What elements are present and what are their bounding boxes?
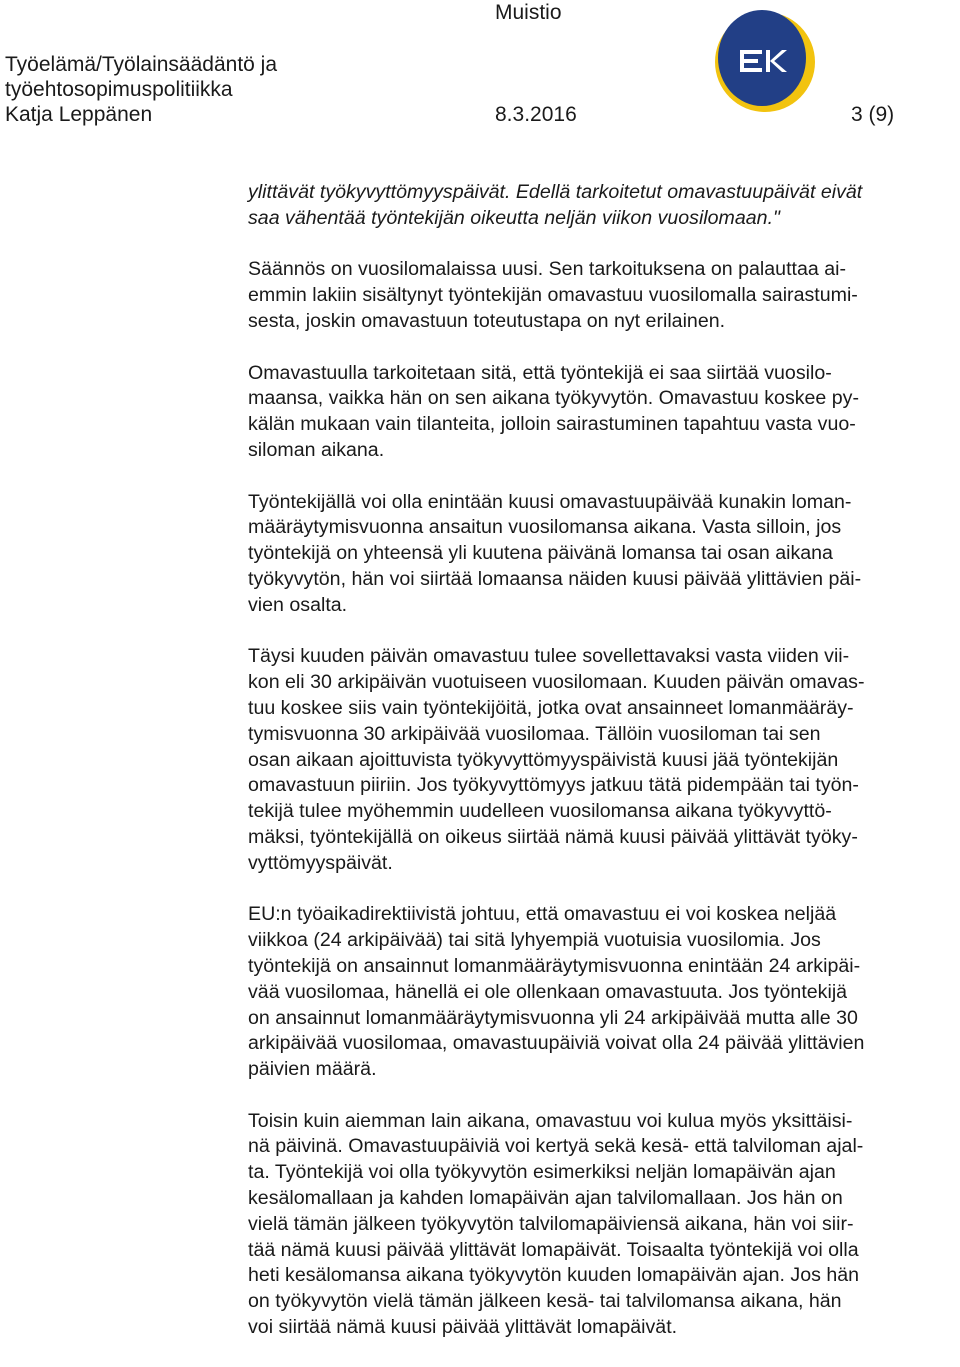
document-date: 8.3.2016 — [495, 103, 577, 126]
department-line-2: työehtosopimuspolitiikka — [5, 78, 233, 101]
paragraph: Työntekijällä voi olla enintään kuusi omavastuupäivää kunakin loman- määräytymisvuonna ansaitun vuosilomansa aikana. Vasta silloin, jos työntekijä on yhteensä yli kuutena päivänä lomansa tai osan aikana työkyvytön, hän voi siirtää lomaansa näiden kuusi päivää ylittävien päi- vien osalta. — [248, 490, 862, 616]
paragraph: Säännös on vuosilomalaissa uusi. Sen tarkoituksena on palauttaa ai- emmin lakiin sisältynyt työntekijän omavastuu vuosilomalla sairastumi- sesta, joskin omavastuun toteutustapa on nyt erilainen. — [248, 258, 858, 332]
document-body — [248, 180, 958, 1367]
department-line-1: Työelämä/Työlainsäädäntö ja — [5, 53, 278, 76]
paragraph: Toisin kuin aiemman lain aikana, omavastuu voi kulua myös yksittäisi- nä päivinä. Omavastuupäiviä voi kertyä sekä kesä- että talviloman ajal- ta. Työntekijä voi olla työkyvytön esimerkiksi neljän lomapäivän ajan kesälomallaan ja kahden lomapäivän ajan talvilomallaan. Jos hän on vielä tämän jälkeen työkyvytön talvilomapäiviensä aikana, hän voi siir- tää nämä kuusi päivää ylittävät lomapäivät. Toisaalta työntekijä voi olla heti kesälomansa aikana työkyvytön kuuden lomapäivän ajan. Jos hän on työkyvytön vielä tämän jälkeen kesä- tai talvilomansa aikana, hän voi siirtää nämä kuusi päivää ylittävät lomapäivät. — [248, 1109, 864, 1339]
document-header — [0, 0, 960, 140]
document-type: Muistio — [495, 1, 562, 24]
logo-blue-disc — [718, 10, 806, 106]
paragraph: Omavastuulla tarkoitetaan sitä, että työntekijä ei saa siirtää vuosilo- maansa, vaikka hän on sen aikana työkyvytön. Omavastuu koskee py- kälän mukaan vain tilanteita, jolloin sairastuminen tapahtuu vasta vuo- siloman aikana. — [248, 361, 859, 461]
paragraph: EU:n työaikadirektiivistä johtuu, että omavastuu ei voi koskea neljää viikkoa (24 arkipäivää) tai sitä lyhyempiä vuotuisia vuosilomia. Jos työntekijä on ansainnut lomanmääräytymisvuonna enintään 24 arkipäi- vää vuosilomaa, hänellä ei ole ollenkaan omavastuuta. Jos työntekijä on ansainnut lomanmääräytymisvuonna yli 24 arkipäivää mutta alle 30 arkipäivää vuosilomaa, omavastuupäiviä voivat olla 24 päivää ylittävien päivien määrä. — [248, 903, 865, 1081]
author: Katja Leppänen — [5, 103, 153, 126]
ek-logo — [700, 0, 830, 118]
paragraph: Täysi kuuden päivän omavastuu tulee sovellettavaksi vasta viiden vii- kon eli 30 arkipäivän vuotuiseen vuosilomaan. Kuuden päivän omavas- tuu koskee siis vain työntekijöitä, jotka ovat ansainneet lomanmääräy- tymisvuonna 30 arkipäivää vuosilomaa. Tällöin vuosiloman tai sen osan aikaan ajoittuvista työkyvyttömyyspäivistä kuusi jää työntekijän omavastuun piiriin. Jos työkyvyttömyys jatkuu tätä pidempään tai työn- tekijä tulee myöhemmin uudelleen vuosilomansa aikana työkyvyttö- mäksi, työntekijällä on oikeus siirtää nämä kuusi päivää ylittävät työky- vyttömyyspäivät. — [248, 645, 865, 874]
page-number: 3 (9) — [851, 103, 895, 126]
department — [5, 52, 277, 102]
paragraph-quote-end: ylittävät työkyvyttömyyspäivät. Edellä tarkoitetut omavastuupäivät eivät saa vähentää työntekijän oikeutta neljän viikon vuosilomaan." — [248, 181, 863, 229]
